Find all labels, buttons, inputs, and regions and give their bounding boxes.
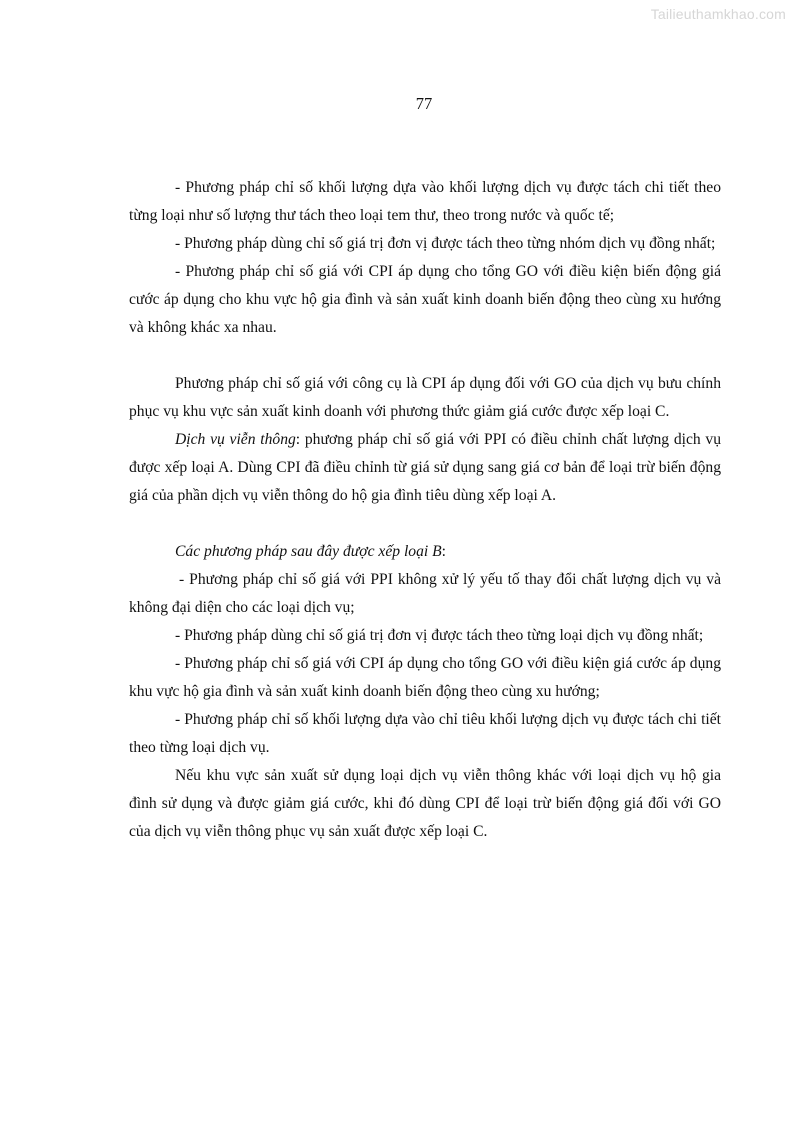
telecom-heading: Dịch vụ viễn thông <box>175 431 296 448</box>
paragraph-production-sector: Nếu khu vực sản xuất sử dụng loại dịch vụ viễn thông khác với loại dịch vụ hộ gia đình sử dụng và được giảm giá cước, khi đó dùng CPI để loại trừ biến động giá đối với GO của dịch vụ viễn thông phục vụ sản xuất được xếp loại C. <box>129 767 721 840</box>
document-body <box>129 174 721 846</box>
paragraph-unit-value-type: - Phương pháp dùng chỉ số giá trị đơn vị được tách theo từng loại dịch vụ đồng nhất; <box>175 627 704 644</box>
telecom-text: : phương pháp chỉ số giá với PPI có điều chỉnh chất lượng dịch vụ được xếp loại A. Dùng CPI đã điều chỉnh từ giá sử dụng sang giá cơ bản để loại trừ biến động giá của phần dịch vụ viễn thông do hộ gia đình tiêu dùng xếp loại A. <box>129 431 722 504</box>
paragraph-volume-indicator: - Phương pháp chỉ số khối lượng dựa vào chỉ tiêu khối lượng dịch vụ được tách chi tiết theo từng loại dịch vụ. <box>129 711 721 756</box>
paragraph-cpi-method: - Phương pháp chỉ số giá với CPI áp dụng cho tổng GO với điều kiện biến động giá cước áp dụng cho khu vực hộ gia đình và sản xuất kinh doanh biến động theo cùng xu hướng và không khác xa nhau. <box>129 263 721 336</box>
class-b-heading: Các phương pháp sau đây được xếp loại B <box>175 543 442 560</box>
paragraph-telecom-services <box>129 426 721 510</box>
paragraph-ppi-method: - Phương pháp chỉ số giá với PPI không xử lý yếu tố thay đổi chất lượng dịch vụ và không đại diện cho các loại dịch vụ; <box>129 571 721 616</box>
paragraph-unit-value-method: - Phương pháp dùng chỉ số giá trị đơn vị được tách theo từng nhóm dịch vụ đồng nhất; <box>175 235 716 252</box>
page-number: 77 <box>415 94 433 113</box>
class-b-colon: : <box>441 543 446 560</box>
paragraph-cpi-total-go: - Phương pháp chỉ số giá với CPI áp dụng cho tổng GO với điều kiện giá cước áp dụng khu vực hộ gia đình và sản xuất kinh doanh biến động theo cùng xu hướng; <box>129 655 721 700</box>
paragraph-volume-index-method: - Phương pháp chỉ số khối lượng dựa vào khối lượng dịch vụ được tách chi tiết theo từng loại như số lượng thư tách theo loại tem thư, theo trong nước và quốc tế; <box>129 179 721 224</box>
paragraph-postal-cpi: Phương pháp chỉ số giá với công cụ là CPI áp dụng đối với GO của dịch vụ bưu chính phục vụ khu vực sản xuất kinh doanh với phương thức giảm giá cước được xếp loại C. <box>129 375 721 420</box>
watermark: Tailieuthamkhao.com <box>650 6 786 22</box>
paragraph-class-b-heading <box>129 538 721 566</box>
